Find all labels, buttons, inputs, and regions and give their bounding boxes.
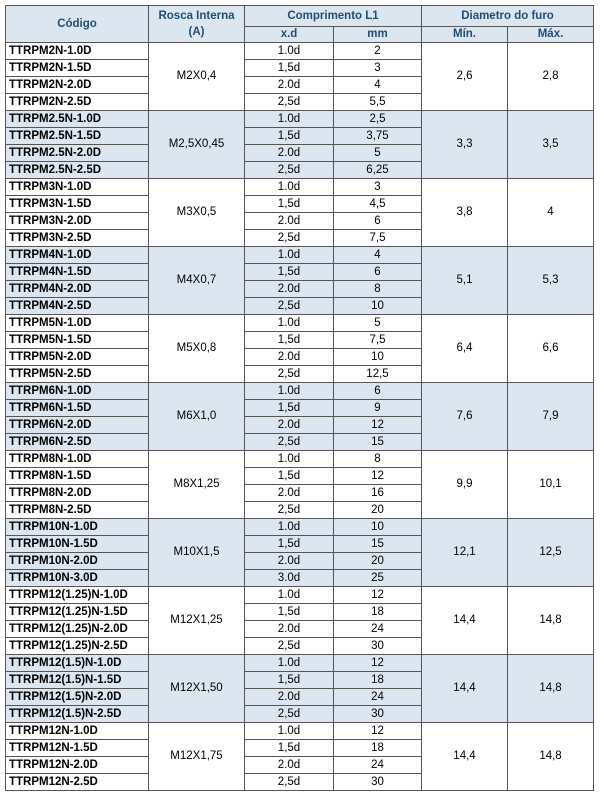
cell-codigo: TTRPM12(1.25)N-2.0D xyxy=(6,621,149,638)
cell-mm: 15 xyxy=(334,536,422,553)
cell-codigo: TTRPM5N-2.5D xyxy=(6,366,149,383)
cell-codigo: TTRPM6N-2.5D xyxy=(6,434,149,451)
cell-mm: 2 xyxy=(334,43,422,60)
cell-xd: 2.0d xyxy=(245,485,334,502)
cell-xd: 2,5d xyxy=(245,298,334,315)
cell-mm: 5,5 xyxy=(334,94,422,111)
cell-xd: 2,5d xyxy=(245,638,334,655)
cell-diametro-min: 3,8 xyxy=(422,179,508,247)
cell-mm: 3,75 xyxy=(334,128,422,145)
cell-mm: 7,5 xyxy=(334,332,422,349)
cell-xd: 2,5d xyxy=(245,230,334,247)
spec-table xyxy=(5,5,594,791)
cell-diametro-min: 14,4 xyxy=(422,587,508,655)
cell-xd: 1,5d xyxy=(245,60,334,77)
cell-xd: 2,5d xyxy=(245,366,334,383)
cell-mm: 4 xyxy=(334,77,422,94)
cell-codigo: TTRPM12(1.5)N-1.0D xyxy=(6,655,149,672)
header-max: Máx. xyxy=(508,27,594,43)
cell-xd: 2,5d xyxy=(245,502,334,519)
cell-diametro-max: 12,5 xyxy=(508,519,594,587)
table-row xyxy=(6,111,594,128)
cell-xd: 1,5d xyxy=(245,468,334,485)
cell-mm: 2,5 xyxy=(334,111,422,128)
cell-mm: 20 xyxy=(334,553,422,570)
table-body xyxy=(6,43,594,791)
cell-xd: 2.0d xyxy=(245,553,334,570)
cell-codigo: TTRPM2.5N-2.0D xyxy=(6,145,149,162)
cell-codigo: TTRPM10N-2.0D xyxy=(6,553,149,570)
cell-codigo: TTRPM12(1.25)N-2.5D xyxy=(6,638,149,655)
cell-xd: 1.0d xyxy=(245,43,334,60)
cell-xd: 2,5d xyxy=(245,706,334,723)
cell-diametro-min: 9,9 xyxy=(422,451,508,519)
cell-xd: 2.0d xyxy=(245,689,334,706)
cell-codigo: TTRPM12(1.25)N-1.5D xyxy=(6,604,149,621)
cell-mm: 9 xyxy=(334,400,422,417)
cell-mm: 12 xyxy=(334,655,422,672)
cell-xd: 1,5d xyxy=(245,604,334,621)
cell-codigo: TTRPM4N-1.5D xyxy=(6,264,149,281)
cell-xd: 2,5d xyxy=(245,162,334,179)
cell-codigo: TTRPM4N-2.5D xyxy=(6,298,149,315)
cell-xd: 1,5d xyxy=(245,536,334,553)
cell-codigo: TTRPM12(1.25)N-1.0D xyxy=(6,587,149,604)
cell-diametro-max: 7,9 xyxy=(508,383,594,451)
cell-mm: 6 xyxy=(334,264,422,281)
cell-codigo: TTRPM3N-2.0D xyxy=(6,213,149,230)
cell-xd: 2.0d xyxy=(245,621,334,638)
cell-diametro-min: 6,4 xyxy=(422,315,508,383)
table-row xyxy=(6,43,594,60)
header-codigo: Código xyxy=(6,6,149,43)
cell-rosca-interna: M2,5X0,45 xyxy=(149,111,245,179)
table-row xyxy=(6,723,594,740)
cell-codigo: TTRPM12N-2.5D xyxy=(6,774,149,791)
cell-codigo: TTRPM5N-2.0D xyxy=(6,349,149,366)
cell-mm: 12,5 xyxy=(334,366,422,383)
cell-diametro-max: 6,6 xyxy=(508,315,594,383)
cell-xd: 2.0d xyxy=(245,281,334,298)
cell-codigo: TTRPM5N-1.0D xyxy=(6,315,149,332)
cell-rosca-interna: M12X1,75 xyxy=(149,723,245,791)
cell-xd: 1,5d xyxy=(245,128,334,145)
cell-mm: 12 xyxy=(334,468,422,485)
table-row xyxy=(6,383,594,400)
cell-mm: 5 xyxy=(334,315,422,332)
cell-codigo: TTRPM10N-1.5D xyxy=(6,536,149,553)
cell-codigo: TTRPM12(1.5)N-1.5D xyxy=(6,672,149,689)
cell-diametro-max: 14,8 xyxy=(508,723,594,791)
cell-xd: 1.0d xyxy=(245,247,334,264)
table-row xyxy=(6,519,594,536)
cell-diametro-max: 14,8 xyxy=(508,587,594,655)
header-rosca-line2: (A) xyxy=(188,26,205,38)
cell-codigo: TTRPM3N-2.5D xyxy=(6,230,149,247)
cell-codigo: TTRPM12N-1.0D xyxy=(6,723,149,740)
cell-codigo: TTRPM6N-2.0D xyxy=(6,417,149,434)
cell-xd: 2.0d xyxy=(245,145,334,162)
cell-codigo: TTRPM3N-1.0D xyxy=(6,179,149,196)
cell-diametro-max: 10,1 xyxy=(508,451,594,519)
cell-diametro-max: 5,3 xyxy=(508,247,594,315)
table-row xyxy=(6,247,594,264)
table-row xyxy=(6,587,594,604)
cell-diametro-min: 2,6 xyxy=(422,43,508,111)
cell-codigo: TTRPM2.5N-1.5D xyxy=(6,128,149,145)
cell-mm: 24 xyxy=(334,621,422,638)
cell-codigo: TTRPM2.5N-1.0D xyxy=(6,111,149,128)
header-comprimento: Comprimento L1 xyxy=(245,6,422,27)
cell-mm: 7,5 xyxy=(334,230,422,247)
cell-codigo: TTRPM8N-1.5D xyxy=(6,468,149,485)
cell-mm: 10 xyxy=(334,349,422,366)
cell-diametro-min: 7,6 xyxy=(422,383,508,451)
cell-xd: 1,5d xyxy=(245,332,334,349)
cell-codigo: TTRPM12(1.5)N-2.5D xyxy=(6,706,149,723)
cell-xd: 1.0d xyxy=(245,723,334,740)
table-row xyxy=(6,315,594,332)
cell-xd: 1.0d xyxy=(245,383,334,400)
cell-mm: 18 xyxy=(334,604,422,621)
cell-xd: 1.0d xyxy=(245,451,334,468)
cell-codigo: TTRPM12(1.5)N-2.0D xyxy=(6,689,149,706)
cell-mm: 4 xyxy=(334,247,422,264)
cell-mm: 12 xyxy=(334,723,422,740)
cell-rosca-interna: M12X1,25 xyxy=(149,587,245,655)
cell-mm: 24 xyxy=(334,689,422,706)
cell-xd: 1.0d xyxy=(245,315,334,332)
cell-xd: 2,5d xyxy=(245,94,334,111)
cell-mm: 16 xyxy=(334,485,422,502)
cell-rosca-interna: M12X1,50 xyxy=(149,655,245,723)
cell-mm: 12 xyxy=(334,417,422,434)
cell-rosca-interna: M10X1,5 xyxy=(149,519,245,587)
cell-mm: 10 xyxy=(334,519,422,536)
cell-codigo: TTRPM8N-1.0D xyxy=(6,451,149,468)
table-row xyxy=(6,451,594,468)
cell-codigo: TTRPM8N-2.0D xyxy=(6,485,149,502)
cell-mm: 18 xyxy=(334,672,422,689)
header-rosca-interna xyxy=(149,6,245,43)
header-xd: x.d xyxy=(245,27,334,43)
cell-diametro-min: 14,4 xyxy=(422,723,508,791)
cell-diametro-max: 2,8 xyxy=(508,43,594,111)
cell-codigo: TTRPM10N-1.0D xyxy=(6,519,149,536)
cell-rosca-interna: M3X0,5 xyxy=(149,179,245,247)
cell-diametro-min: 5,1 xyxy=(422,247,508,315)
cell-mm: 3 xyxy=(334,60,422,77)
cell-codigo: TTRPM4N-2.0D xyxy=(6,281,149,298)
cell-mm: 10 xyxy=(334,298,422,315)
cell-codigo: TTRPM6N-1.0D xyxy=(6,383,149,400)
cell-xd: 1.0d xyxy=(245,111,334,128)
cell-xd: 3.0d xyxy=(245,570,334,587)
cell-codigo: TTRPM8N-2.5D xyxy=(6,502,149,519)
cell-codigo: TTRPM12N-2.0D xyxy=(6,757,149,774)
cell-xd: 1,5d xyxy=(245,196,334,213)
cell-codigo: TTRPM2N-2.0D xyxy=(6,77,149,94)
cell-xd: 1,5d xyxy=(245,264,334,281)
cell-mm: 4,5 xyxy=(334,196,422,213)
cell-xd: 1,5d xyxy=(245,400,334,417)
cell-mm: 20 xyxy=(334,502,422,519)
cell-xd: 2.0d xyxy=(245,349,334,366)
cell-codigo: TTRPM12N-1.5D xyxy=(6,740,149,757)
cell-xd: 1.0d xyxy=(245,587,334,604)
cell-codigo: TTRPM5N-1.5D xyxy=(6,332,149,349)
cell-mm: 18 xyxy=(334,740,422,757)
cell-codigo: TTRPM10N-3.0D xyxy=(6,570,149,587)
cell-rosca-interna: M5X0,8 xyxy=(149,315,245,383)
cell-mm: 8 xyxy=(334,451,422,468)
cell-diametro-max: 4 xyxy=(508,179,594,247)
cell-codigo: TTRPM6N-1.5D xyxy=(6,400,149,417)
cell-mm: 6 xyxy=(334,383,422,400)
cell-diametro-min: 12,1 xyxy=(422,519,508,587)
cell-codigo: TTRPM4N-1.0D xyxy=(6,247,149,264)
cell-codigo: TTRPM2N-2.5D xyxy=(6,94,149,111)
cell-rosca-interna: M8X1,25 xyxy=(149,451,245,519)
cell-codigo: TTRPM2N-1.0D xyxy=(6,43,149,60)
header-mm: mm xyxy=(334,27,422,43)
cell-xd: 2.0d xyxy=(245,757,334,774)
cell-diametro-min: 14,4 xyxy=(422,655,508,723)
cell-mm: 6 xyxy=(334,213,422,230)
cell-mm: 8 xyxy=(334,281,422,298)
cell-mm: 30 xyxy=(334,706,422,723)
cell-mm: 15 xyxy=(334,434,422,451)
cell-mm: 6,25 xyxy=(334,162,422,179)
table-header xyxy=(6,6,594,43)
cell-xd: 1.0d xyxy=(245,179,334,196)
cell-rosca-interna: M2X0,4 xyxy=(149,43,245,111)
cell-mm: 3 xyxy=(334,179,422,196)
cell-diametro-max: 14,8 xyxy=(508,655,594,723)
cell-xd: 2,5d xyxy=(245,774,334,791)
cell-xd: 2.0d xyxy=(245,213,334,230)
header-min: Mín. xyxy=(422,27,508,43)
cell-rosca-interna: M6X1,0 xyxy=(149,383,245,451)
table-row xyxy=(6,179,594,196)
table-row xyxy=(6,655,594,672)
cell-xd: 2,5d xyxy=(245,434,334,451)
cell-codigo: TTRPM3N-1.5D xyxy=(6,196,149,213)
cell-diametro-max: 3,5 xyxy=(508,111,594,179)
cell-diametro-min: 3,3 xyxy=(422,111,508,179)
cell-xd: 2.0d xyxy=(245,77,334,94)
cell-mm: 5 xyxy=(334,145,422,162)
cell-rosca-interna: M4X0,7 xyxy=(149,247,245,315)
cell-mm: 25 xyxy=(334,570,422,587)
cell-codigo: TTRPM2.5N-2.5D xyxy=(6,162,149,179)
cell-xd: 1,5d xyxy=(245,672,334,689)
cell-codigo: TTRPM2N-1.5D xyxy=(6,60,149,77)
header-rosca-line1: Rosca Interna xyxy=(158,10,235,22)
cell-xd: 1,5d xyxy=(245,740,334,757)
cell-mm: 12 xyxy=(334,587,422,604)
cell-xd: 2.0d xyxy=(245,417,334,434)
header-diametro: Diametro do furo xyxy=(422,6,594,27)
cell-mm: 24 xyxy=(334,757,422,774)
cell-xd: 1.0d xyxy=(245,519,334,536)
cell-mm: 30 xyxy=(334,638,422,655)
cell-mm: 30 xyxy=(334,774,422,791)
cell-xd: 1.0d xyxy=(245,655,334,672)
